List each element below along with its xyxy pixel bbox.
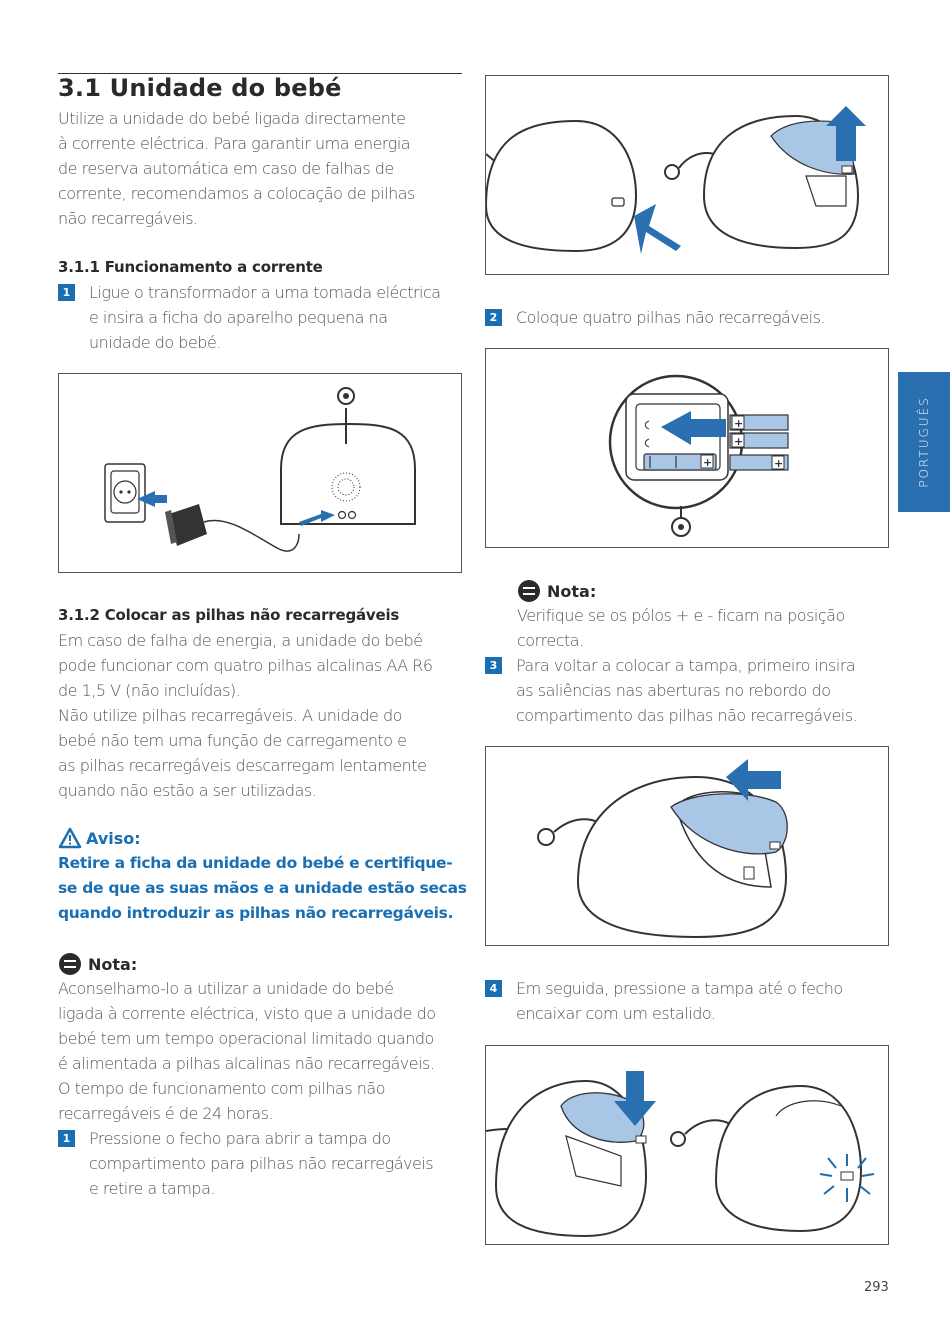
aa-battery-icon xyxy=(730,433,788,448)
power-heading: 3.1.1 Funcionamento a corrente xyxy=(58,258,323,276)
step-line: unidade do bebé. xyxy=(89,333,221,352)
note-icon xyxy=(517,579,541,603)
text-line: Retire a ficha da unidade do bebé e certifique- xyxy=(58,854,453,872)
press-cover-illustration xyxy=(485,1045,889,1245)
note1-header xyxy=(58,952,137,976)
battery-step-1 xyxy=(58,1126,468,1201)
aa-battery-icon xyxy=(730,455,788,470)
step-line: e retire a tampa. xyxy=(89,1179,215,1198)
text-line: se de que as suas mãos e a unidade estão secas xyxy=(58,879,467,897)
step-line: Coloque quatro pilhas não recarregáveis. xyxy=(516,308,826,327)
plus-sign: + xyxy=(734,435,744,448)
page-number: 293 xyxy=(864,1280,889,1295)
text-line: Aconselhamo-lo a utilizar a unidade do bebé xyxy=(58,979,394,998)
power-connection-illustration xyxy=(58,373,462,573)
step-line: as saliências nas aberturas no rebordo do xyxy=(516,681,831,700)
cable-icon xyxy=(204,520,299,551)
arrow-icon xyxy=(634,204,681,254)
text-line: pode funcionar com quatro pilhas alcalinas AA R6 xyxy=(58,656,433,675)
intro-line: Utilize a unidade do bebé ligada directamente xyxy=(58,109,406,128)
step-line: encaixar com um estalido. xyxy=(516,1004,716,1023)
battery-step-3 xyxy=(485,653,895,728)
plus-sign: + xyxy=(774,457,784,470)
section-title: 3.1 Unidade do bebé xyxy=(58,74,342,102)
text-line: Em caso de falha de energia, a unidade do bebé xyxy=(58,631,423,650)
note1-text xyxy=(58,976,473,1126)
battery-step-2 xyxy=(485,305,895,330)
open-cover-illustration xyxy=(485,75,889,275)
battery-step-4 xyxy=(485,976,895,1026)
intro-line: corrente, recomendamos a colocação de pilhas xyxy=(58,184,415,203)
language-label: PORTUGUÊS xyxy=(917,396,931,488)
step-number: 4 xyxy=(485,980,502,997)
text-line: O tempo de funcionamento com pilhas não xyxy=(58,1079,386,1098)
insert-batteries-illustration xyxy=(485,348,889,548)
power-adapter-icon xyxy=(165,504,207,546)
batteries-heading: 3.1.2 Colocar as pilhas não recarregáveis xyxy=(58,606,400,624)
step-line: Ligue o transformador a uma tomada eléctrica xyxy=(89,283,441,302)
plus-sign: + xyxy=(703,456,713,469)
step-number: 1 xyxy=(58,284,75,301)
plus-sign: + xyxy=(734,417,744,430)
text-line: quando introduzir as pilhas não recarregáveis. xyxy=(58,904,454,922)
intro-line: não recarregáveis. xyxy=(58,209,198,228)
text-line: é alimentada a pilhas alcalinas não recarregáveis. xyxy=(58,1054,435,1073)
text-line: correcta. xyxy=(517,631,584,650)
warning-title: Aviso: xyxy=(86,828,141,848)
text-line: Verifique se os pólos + e - ficam na posição xyxy=(517,606,845,625)
warning-triangle-icon xyxy=(58,827,82,849)
warning-header xyxy=(58,827,141,849)
step-line: Para voltar a colocar a tampa, primeiro insira xyxy=(516,656,856,675)
baby-unit-icon xyxy=(716,1086,861,1231)
batteries-paragraph xyxy=(58,628,473,803)
step-line: e insira a ficha do aparelho pequena na xyxy=(89,308,388,327)
note-title: Nota: xyxy=(547,581,597,601)
baby-unit-icon xyxy=(281,388,415,524)
text-line: quando não estão a ser utilizadas. xyxy=(58,781,317,800)
latch-icon xyxy=(612,198,624,206)
text-line: recarregáveis é de 24 horas. xyxy=(58,1104,274,1123)
intro-paragraph xyxy=(58,106,468,231)
step-number: 3 xyxy=(485,657,502,674)
wall-socket-icon xyxy=(105,464,145,522)
warning-text xyxy=(58,851,468,926)
text-line: as pilhas recarregáveis descarregam lentamente xyxy=(58,756,427,775)
text-line: bebé não tem uma função de carregamento e xyxy=(58,731,407,750)
note2-text xyxy=(517,603,897,653)
text-line: Não utilize pilhas recarregáveis. A unidade do xyxy=(58,706,402,725)
text-line: ligada à corrente eléctrica, visto que a unidade do xyxy=(58,1004,436,1023)
intro-line: à corrente eléctrica. Para garantir uma energia xyxy=(58,134,411,153)
step-line: compartimento das pilhas não recarregáveis. xyxy=(516,706,858,725)
step-line: Pressione o fecho para abrir a tampa do xyxy=(89,1129,391,1148)
language-side-tab xyxy=(898,372,950,512)
note2-header xyxy=(517,579,596,603)
step-number: 2 xyxy=(485,309,502,326)
baby-unit-icon xyxy=(486,121,636,251)
step-line: Em seguida, pressione a tampa até o fecho xyxy=(516,979,843,998)
step-line: compartimento para pilhas não recarregáveis xyxy=(89,1154,434,1173)
note-icon xyxy=(58,952,82,976)
power-step-1 xyxy=(58,280,468,355)
aa-battery-icon xyxy=(730,415,788,430)
note-title: Nota: xyxy=(88,954,138,974)
intro-line: de reserva automática em caso de falhas de xyxy=(58,159,394,178)
text-line: bebé tem um tempo operacional limitado quando xyxy=(58,1029,434,1048)
text-line: de 1,5 V (não incluídas). xyxy=(58,681,241,700)
step-number: 1 xyxy=(58,1130,75,1147)
latch-icon xyxy=(841,1172,853,1180)
replace-cover-illustration xyxy=(485,746,889,946)
